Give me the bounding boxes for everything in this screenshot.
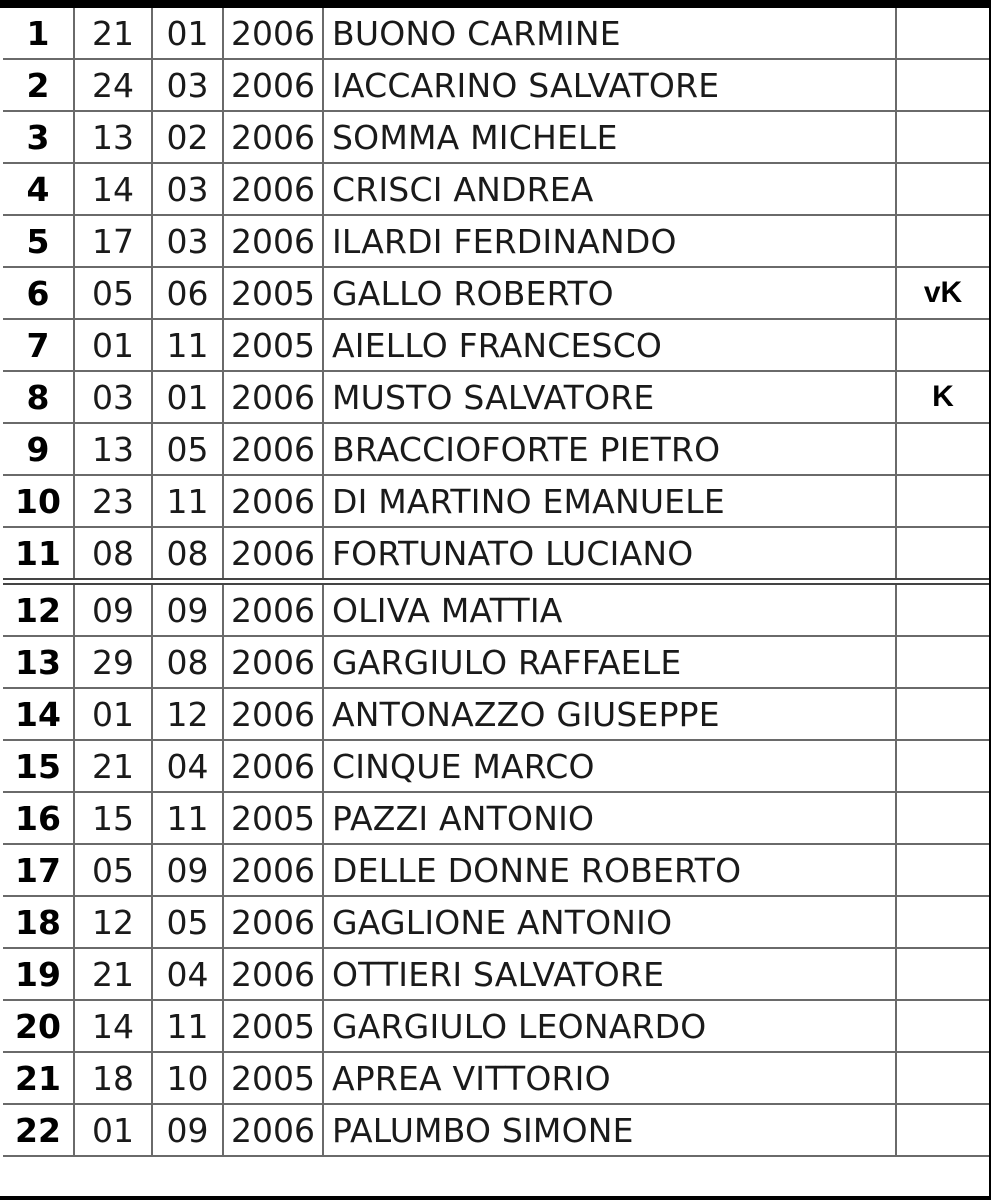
table-row xyxy=(3,1104,989,1156)
player-number: 5 xyxy=(3,215,74,267)
birth-year: 2006 xyxy=(223,527,323,582)
player-number: 13 xyxy=(3,636,74,688)
birth-year: 2006 xyxy=(223,163,323,215)
birth-year: 2005 xyxy=(223,319,323,371)
birth-day: 21 xyxy=(74,8,152,59)
birth-month: 03 xyxy=(152,163,223,215)
birth-year: 2006 xyxy=(223,740,323,792)
birth-day: 01 xyxy=(74,319,152,371)
player-role xyxy=(896,740,989,792)
birth-month: 09 xyxy=(152,582,223,637)
player-role xyxy=(896,948,989,1000)
birth-month: 04 xyxy=(152,948,223,1000)
player-role xyxy=(896,844,989,896)
birth-day: 12 xyxy=(74,896,152,948)
birth-day: 05 xyxy=(74,844,152,896)
birth-month: 05 xyxy=(152,423,223,475)
birth-day: 01 xyxy=(74,688,152,740)
player-role xyxy=(896,8,989,59)
player-role xyxy=(896,1000,989,1052)
player-name: DI MARTINO EMANUELE xyxy=(323,475,896,527)
player-number: 19 xyxy=(3,948,74,1000)
birth-day: 24 xyxy=(74,59,152,111)
table-row xyxy=(3,740,989,792)
birth-month: 03 xyxy=(152,59,223,111)
player-name: BUONO CARMINE xyxy=(323,8,896,59)
birth-day: 03 xyxy=(74,371,152,423)
birth-day: 15 xyxy=(74,792,152,844)
player-number: 7 xyxy=(3,319,74,371)
table-row xyxy=(3,423,989,475)
table-row xyxy=(3,475,989,527)
player-role: K xyxy=(896,371,989,423)
player-name: IACCARINO SALVATORE xyxy=(323,59,896,111)
birth-year: 2006 xyxy=(223,423,323,475)
birth-day: 23 xyxy=(74,475,152,527)
birth-year: 2006 xyxy=(223,896,323,948)
player-role xyxy=(896,319,989,371)
player-name: BRACCIOFORTE PIETRO xyxy=(323,423,896,475)
birth-day: 21 xyxy=(74,948,152,1000)
birth-month: 11 xyxy=(152,1000,223,1052)
player-name: SOMMA MICHELE xyxy=(323,111,896,163)
birth-month: 11 xyxy=(152,792,223,844)
birth-day: 08 xyxy=(74,527,152,582)
player-name: DELLE DONNE ROBERTO xyxy=(323,844,896,896)
birth-year: 2005 xyxy=(223,1000,323,1052)
birth-month: 08 xyxy=(152,636,223,688)
birth-year: 2006 xyxy=(223,582,323,637)
player-number: 1 xyxy=(3,8,74,59)
player-name: GARGIULO LEONARDO xyxy=(323,1000,896,1052)
birth-day: 14 xyxy=(74,1000,152,1052)
table-row xyxy=(3,1000,989,1052)
player-number: 21 xyxy=(3,1052,74,1104)
player-number: 22 xyxy=(3,1104,74,1156)
player-name: FORTUNATO LUCIANO xyxy=(323,527,896,582)
table-row xyxy=(3,792,989,844)
table-row xyxy=(3,111,989,163)
player-name: ILARDI FERDINANDO xyxy=(323,215,896,267)
player-number: 15 xyxy=(3,740,74,792)
table-row xyxy=(3,896,989,948)
player-role xyxy=(896,896,989,948)
birth-year: 2005 xyxy=(223,1052,323,1104)
birth-year: 2006 xyxy=(223,688,323,740)
player-number: 3 xyxy=(3,111,74,163)
birth-month: 05 xyxy=(152,896,223,948)
birth-year: 2006 xyxy=(223,8,323,59)
player-role xyxy=(896,163,989,215)
player-number: 9 xyxy=(3,423,74,475)
player-role xyxy=(896,1104,989,1156)
birth-year: 2005 xyxy=(223,792,323,844)
birth-day: 05 xyxy=(74,267,152,319)
player-name: GARGIULO RAFFAELE xyxy=(323,636,896,688)
table-row xyxy=(3,267,989,319)
player-role xyxy=(896,1052,989,1104)
birth-year: 2006 xyxy=(223,475,323,527)
birth-day: 29 xyxy=(74,636,152,688)
player-name: ANTONAZZO GIUSEPPE xyxy=(323,688,896,740)
table-row xyxy=(3,844,989,896)
birth-month: 01 xyxy=(152,8,223,59)
roster-table xyxy=(3,8,989,1157)
player-role xyxy=(896,792,989,844)
birth-day: 18 xyxy=(74,1052,152,1104)
table-row xyxy=(3,8,989,59)
birth-month: 02 xyxy=(152,111,223,163)
birth-day: 01 xyxy=(74,1104,152,1156)
player-role xyxy=(896,475,989,527)
birth-year: 2006 xyxy=(223,636,323,688)
player-number: 8 xyxy=(3,371,74,423)
player-number: 17 xyxy=(3,844,74,896)
table-row xyxy=(3,688,989,740)
birth-month: 01 xyxy=(152,371,223,423)
player-number: 12 xyxy=(3,582,74,637)
table-row xyxy=(3,1052,989,1104)
birth-month: 11 xyxy=(152,475,223,527)
table-row xyxy=(3,319,989,371)
player-number: 20 xyxy=(3,1000,74,1052)
birth-month: 06 xyxy=(152,267,223,319)
table-row xyxy=(3,948,989,1000)
player-name: OTTIERI SALVATORE xyxy=(323,948,896,1000)
player-name: CRISCI ANDREA xyxy=(323,163,896,215)
player-role xyxy=(896,111,989,163)
player-number: 2 xyxy=(3,59,74,111)
player-number: 11 xyxy=(3,527,74,582)
birth-month: 04 xyxy=(152,740,223,792)
player-number: 16 xyxy=(3,792,74,844)
player-name: PAZZI ANTONIO xyxy=(323,792,896,844)
birth-day: 09 xyxy=(74,582,152,637)
player-name: OLIVA MATTIA xyxy=(323,582,896,637)
table-row xyxy=(3,582,989,637)
birth-year: 2006 xyxy=(223,844,323,896)
birth-year: 2005 xyxy=(223,267,323,319)
birth-year: 2006 xyxy=(223,371,323,423)
player-number: 10 xyxy=(3,475,74,527)
table-row xyxy=(3,371,989,423)
player-name: CINQUE MARCO xyxy=(323,740,896,792)
table-row xyxy=(3,215,989,267)
player-name: PALUMBO SIMONE xyxy=(323,1104,896,1156)
birth-year: 2006 xyxy=(223,215,323,267)
birth-year: 2006 xyxy=(223,948,323,1000)
player-role xyxy=(896,423,989,475)
player-role xyxy=(896,582,989,637)
birth-month: 09 xyxy=(152,844,223,896)
birth-year: 2006 xyxy=(223,111,323,163)
player-number: 6 xyxy=(3,267,74,319)
birth-month: 09 xyxy=(152,1104,223,1156)
table-row xyxy=(3,163,989,215)
birth-day: 17 xyxy=(74,215,152,267)
birth-month: 08 xyxy=(152,527,223,582)
player-name: APREA VITTORIO xyxy=(323,1052,896,1104)
player-name: AIELLO FRANCESCO xyxy=(323,319,896,371)
player-name: MUSTO SALVATORE xyxy=(323,371,896,423)
player-number: 18 xyxy=(3,896,74,948)
player-role xyxy=(896,688,989,740)
table-row xyxy=(3,527,989,582)
birth-day: 13 xyxy=(74,111,152,163)
table-row xyxy=(3,636,989,688)
player-number: 14 xyxy=(3,688,74,740)
roster-body xyxy=(3,8,989,1156)
player-name: GALLO ROBERTO xyxy=(323,267,896,319)
player-role xyxy=(896,215,989,267)
player-role xyxy=(896,636,989,688)
table-row xyxy=(3,59,989,111)
birth-year: 2006 xyxy=(223,1104,323,1156)
player-role: vK xyxy=(896,267,989,319)
player-role xyxy=(896,527,989,582)
birth-day: 14 xyxy=(74,163,152,215)
birth-year: 2006 xyxy=(223,59,323,111)
birth-month: 11 xyxy=(152,319,223,371)
birth-day: 13 xyxy=(74,423,152,475)
birth-month: 12 xyxy=(152,688,223,740)
roster-sheet xyxy=(0,8,989,1196)
birth-month: 03 xyxy=(152,215,223,267)
player-role xyxy=(896,59,989,111)
birth-month: 10 xyxy=(152,1052,223,1104)
player-number: 4 xyxy=(3,163,74,215)
birth-day: 21 xyxy=(74,740,152,792)
player-name: GAGLIONE ANTONIO xyxy=(323,896,896,948)
